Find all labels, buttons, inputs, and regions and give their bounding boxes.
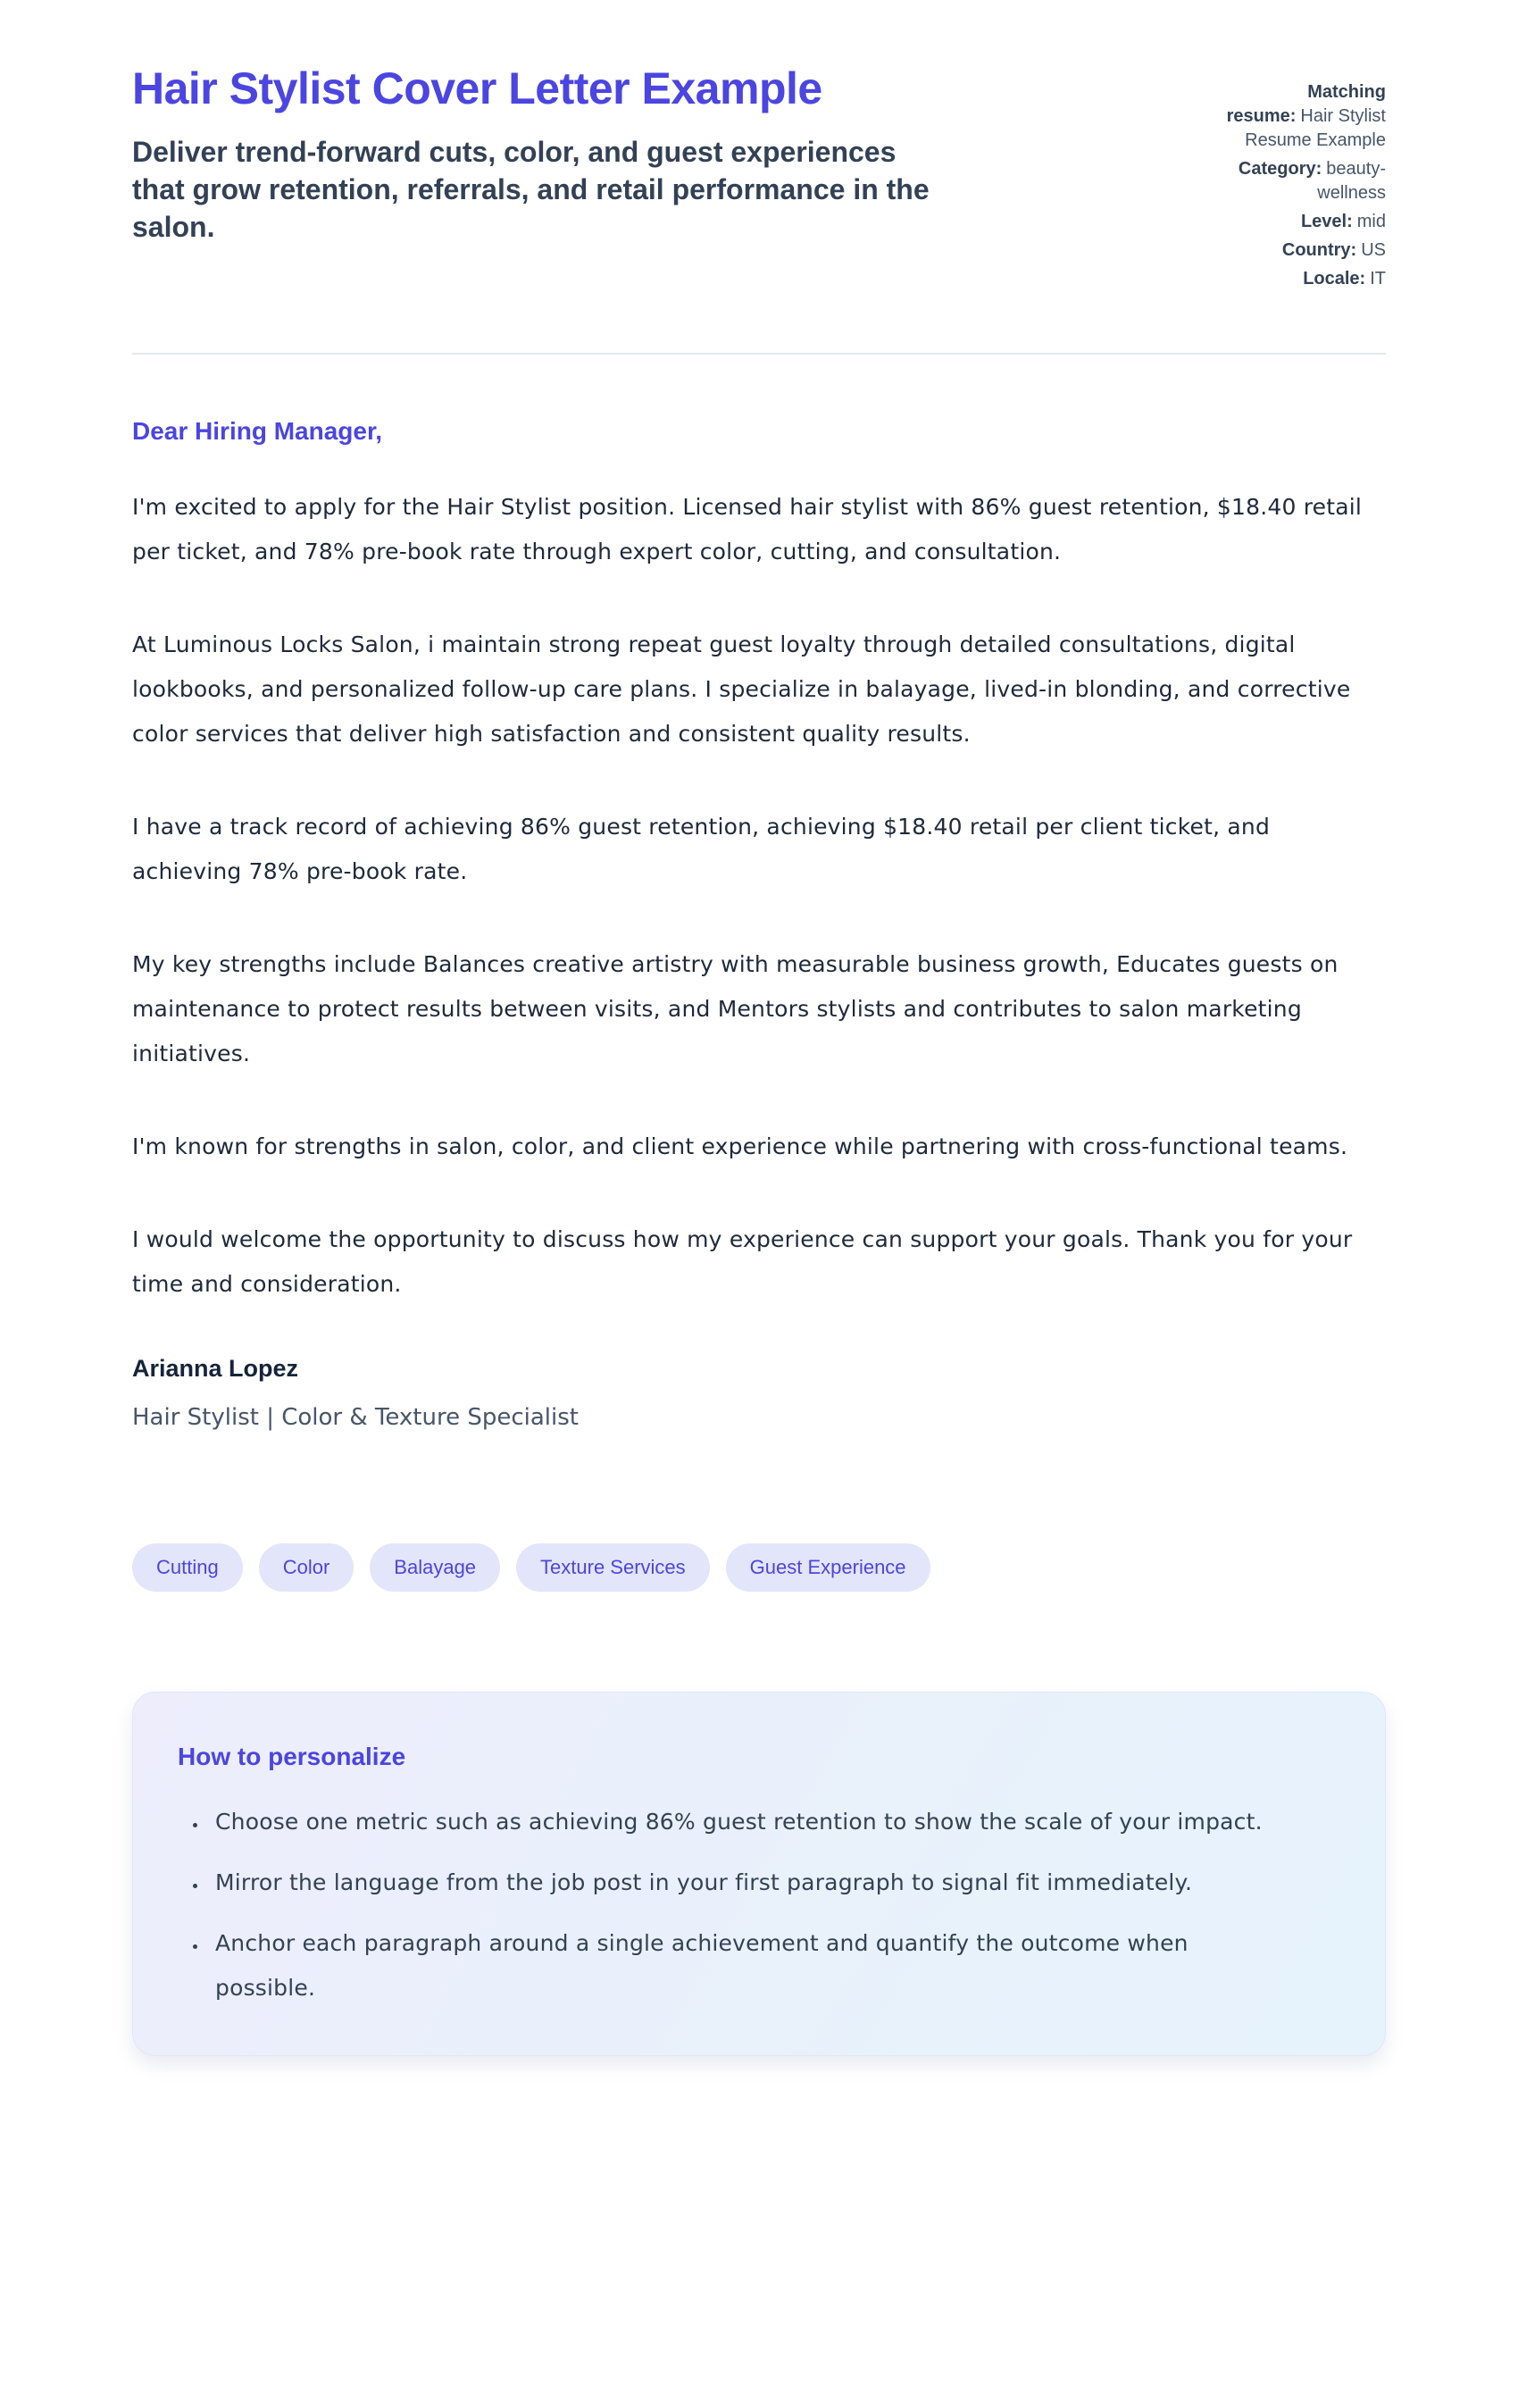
page-header	[132, 64, 1386, 296]
resume-meta-block	[1198, 64, 1386, 296]
letter-greeting: Dear Hiring Manager,	[132, 417, 383, 445]
how-to-personalize-card	[132, 1692, 1386, 2056]
tips-card-title: How to personalize	[178, 1743, 406, 1771]
cover-letter-body	[132, 417, 1386, 1431]
meta-label: Level:	[1300, 212, 1353, 231]
tag-texture-services[interactable]: Texture Services	[516, 1543, 710, 1592]
page-subtitle: Deliver trend-forward cuts, color, and guest experiences that grow retention, referrals, and retail performance in the salon.	[132, 136, 930, 244]
meta-value: mid	[1356, 212, 1386, 231]
page-title: Hair Stylist Cover Letter Example	[132, 63, 822, 113]
tag-balayage[interactable]: Balayage	[370, 1543, 500, 1592]
meta-category	[1198, 157, 1386, 205]
header-divider	[132, 353, 1386, 355]
meta-label: Matching resume:	[1226, 82, 1386, 126]
skill-tags-row	[132, 1543, 1386, 1592]
meta-label: Category:	[1238, 159, 1322, 179]
meta-label: Locale:	[1303, 269, 1366, 288]
tag-cutting[interactable]: Cutting	[132, 1543, 243, 1592]
meta-value: IT	[1370, 269, 1386, 288]
letter-paragraph: I have a track record of achieving 86% guest retention, achieving $18.40 retail per client ticket, and achieving 78% pre-book rate.	[132, 814, 1271, 884]
meta-locale	[1198, 267, 1386, 291]
letter-paragraph: My key strengths include Balances creative artistry with measurable business growth, Educates guests on maintenance to protect results between visits, and Mentors stylists and contributes to salon marketing initiatives.	[132, 951, 1339, 1066]
meta-country	[1198, 238, 1386, 263]
meta-value: US	[1361, 240, 1386, 260]
meta-matching-resume	[1198, 80, 1386, 153]
meta-value: beauty-wellness	[1317, 159, 1386, 203]
tips-list-item: • Choose one metric such as achieving 86% guest retention to show the scale of your impact.	[208, 1800, 1285, 1844]
header-title-block	[132, 64, 1163, 247]
signature-name: Arianna Lopez	[132, 1355, 299, 1382]
cover-letter-page	[132, 0, 1386, 2142]
letter-paragraph: At Luminous Locks Salon, i maintain strong repeat guest loyalty through detailed consultations, digital lookbooks, and personalized follow-up care plans. I specialize in balayage, lived-in blonding, and corrective color services that deliver high satisfaction and consistent quality results.	[132, 631, 1351, 747]
letter-paragraph: I'm known for strengths in salon, color, and client experience while partnering with cross-functional teams.	[132, 1133, 1348, 1159]
tag-color[interactable]: Color	[259, 1543, 354, 1592]
tips-list	[178, 1800, 1285, 2011]
tag-guest-experience[interactable]: Guest Experience	[726, 1543, 930, 1592]
meta-level	[1198, 210, 1386, 234]
tips-list-item: • Mirror the language from the job post in your first paragraph to signal fit immediately.	[208, 1860, 1285, 1905]
meta-value: Hair Stylist Resume Example	[1245, 106, 1386, 150]
signature-role: Hair Stylist | Color & Texture Specialist	[132, 1404, 579, 1431]
meta-label: Country:	[1281, 240, 1357, 260]
letter-paragraph: I'm excited to apply for the Hair Stylist position. Licensed hair stylist with 86% guest retention, $18.40 retail per ticket, and 78% pre-book rate through expert color, cutting, and consultation.	[132, 494, 1363, 564]
letter-paragraph: I would welcome the opportunity to discuss how my experience can support your goals. Thank you for your time and consideration.	[132, 1226, 1353, 1297]
letter-signature	[132, 1355, 1386, 1431]
tips-list-item: • Anchor each paragraph around a single achievement and quantify the outcome when possible.	[208, 1921, 1285, 2011]
